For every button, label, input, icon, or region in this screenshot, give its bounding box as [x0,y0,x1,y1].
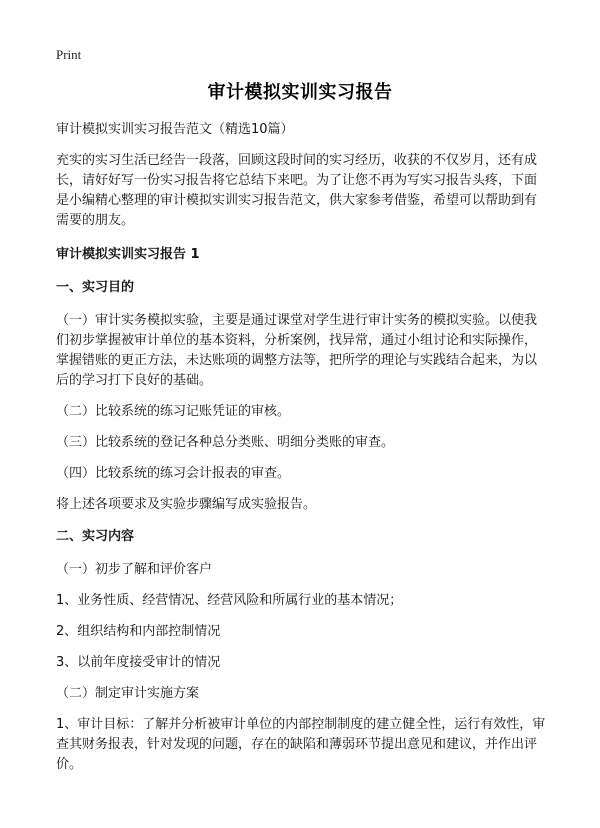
document-title: 审计模拟实训实习报告 [207,82,393,103]
section-2-heading: 二、实习内容 [56,529,135,544]
section-1-heading: 一、实习目的 [56,280,135,295]
section-1-item-4: （四）比较系统的练习会计报表的审查。 [56,466,291,481]
section-1-item-1: （一）审计实务模拟实验，主要是通过课堂对学生进行审计实务的模拟实验。以使我们初步掌握被审计单位的基本资料，分析案例，找异常，通过小组讨论和实际操作，掌握错账的更正方法，未达账项的调整方法等，把所学的理论与实践结合起来，为以后的学习打下良好的基础。 [56,313,538,388]
document-subtitle: 审计模拟实训实习报告范文（精选10篇） [56,122,294,137]
section-2-item-2: 1、业务性质、经营情况、经营风险和所属行业的基本情况； [56,593,403,608]
section-2-item-6: 1、审计目标：了解并分析被审计单位的内部控制制度的建立健全性，运行有效性，审查其财务报表，针对发现的问题，存在的缺陷和薄弱环节提出意见和建议，并作出评价。 [56,717,546,772]
document-body [56,120,548,786]
section-1-item-5: 将上述各项要求及实验步骤编写成实验报告。 [56,497,317,512]
section-1-item-3: （三）比较系统的登记各种总分类账、明细分类账的审查。 [56,435,395,450]
intro-paragraph: 充实的实习生活已经告一段落，回顾这段时间的实习经历，收获的不仅岁月，还有成长，请好好写一份实习报告将它总结下来吧。为了让您不再为写实习报告头疼，下面是小编精心整理的审计模拟实训实习报告范文，供大家参考借鉴，希望可以帮助到有需要的朋友。 [56,153,538,228]
section-2-item-5: （二）制定审计实施方案 [56,686,200,701]
print-label[interactable]: Print [56,47,82,62]
section-2-item-4: 3、以前年度接受审计的情况 [56,655,221,670]
section-2-item-3: 2、组织结构和内部控制情况 [56,624,221,639]
section-2-item-1: （一）初步了解和评价客户 [56,562,213,577]
section-1-item-2: （二）比较系统的练习记账凭证的审核。 [56,404,291,419]
report-heading: 审计模拟实训实习报告 1 [56,247,200,262]
